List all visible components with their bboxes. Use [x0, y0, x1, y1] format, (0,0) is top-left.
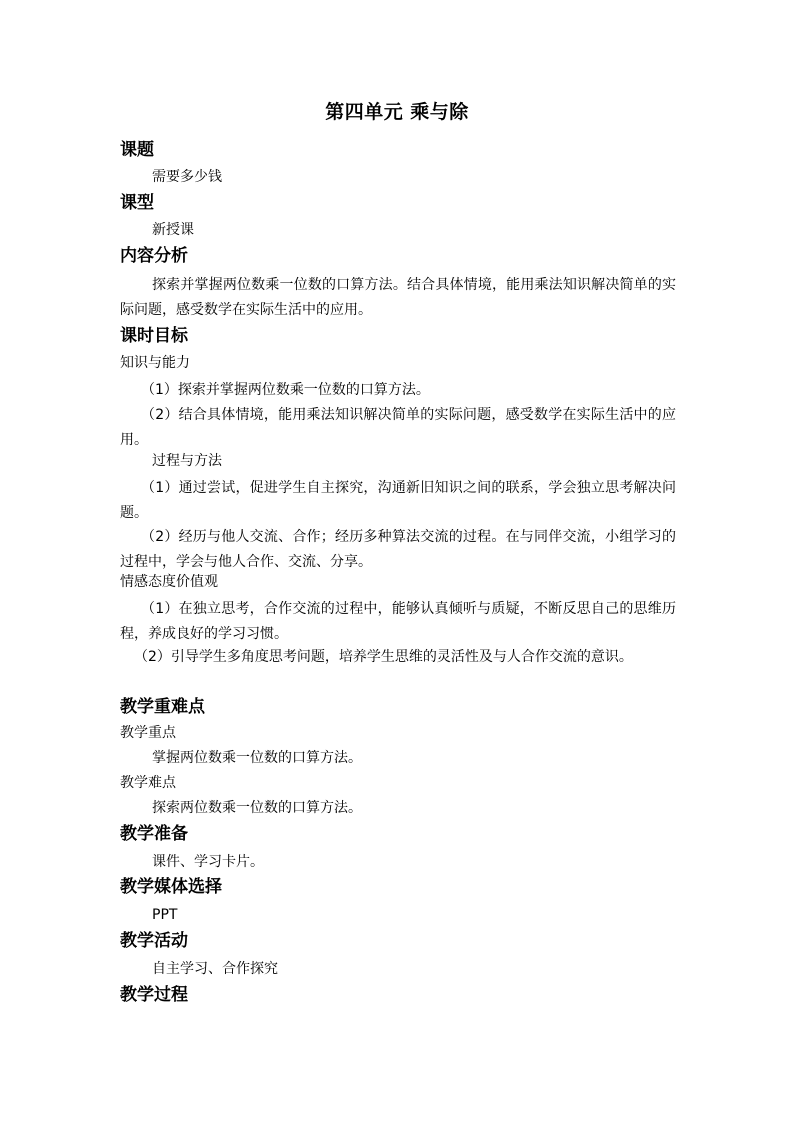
emotion-item-2: （2）引导学生多角度思考问题，培养学生思维的灵活性及与人合作交流的意识。: [134, 649, 633, 665]
difficulty-text: 探索两位数乘一位数的口算方法。: [152, 800, 362, 816]
goals-heading: 课时目标: [120, 326, 188, 346]
topic-text: 需要多少钱: [152, 169, 222, 185]
difficulty-label: 教学难点: [120, 775, 176, 791]
activity-text: 自主学习、合作探究: [152, 961, 278, 977]
procedure-heading: 教学过程: [120, 985, 188, 1005]
process-item-1: （1）通过尝试，促进学生自主探究，沟通新旧知识之间的联系，学会独立思考解决问题。: [120, 480, 676, 521]
knowledge-item-2: （2）结合具体情境，能用乘法知识解决简单的实际问题，感受数学在实际生活中的应用。: [120, 407, 676, 448]
focus-label: 教学重点: [120, 725, 176, 741]
knowledge-item-1: （1）探索并掌握两位数乘一位数的口算方法。: [141, 382, 430, 398]
media-heading: 教学媒体选择: [120, 877, 222, 897]
analysis-heading: 内容分析: [120, 246, 188, 266]
prep-text: 课件、学习卡片。: [152, 854, 264, 870]
emotion-item-1: （1）在独立思考，合作交流的过程中，能够认真倾听与质疑，不断反思自己的思维历程，养成良好的学习习惯。: [120, 601, 676, 642]
type-heading: 课型: [120, 193, 154, 213]
type-text: 新授课: [152, 222, 194, 238]
emotion-label: 情感态度价值观: [120, 574, 218, 590]
keypoints-heading: 教学重难点: [120, 697, 205, 717]
knowledge-label: 知识与能力: [120, 355, 190, 371]
media-text: PPT: [152, 907, 178, 923]
topic-heading: 课题: [120, 140, 154, 160]
activity-heading: 教学活动: [120, 931, 188, 951]
analysis-text: 探索并掌握两位数乘一位数的口算方法。结合具体情境，能用乘法知识解决简单的实际问题，感受数学在实际生活中的应用。: [120, 277, 676, 318]
process-label: 过程与方法: [152, 453, 222, 469]
prep-heading: 教学准备: [120, 824, 188, 844]
focus-text: 掌握两位数乘一位数的口算方法。: [152, 750, 362, 766]
page-title: 第四单元 乘与除: [325, 101, 469, 123]
process-item-2: （2）经历与他人交流、合作；经历多种算法交流的过程。在与同伴交流，小组学习的过程中，学会与他人合作、交流、分享。: [120, 529, 676, 570]
